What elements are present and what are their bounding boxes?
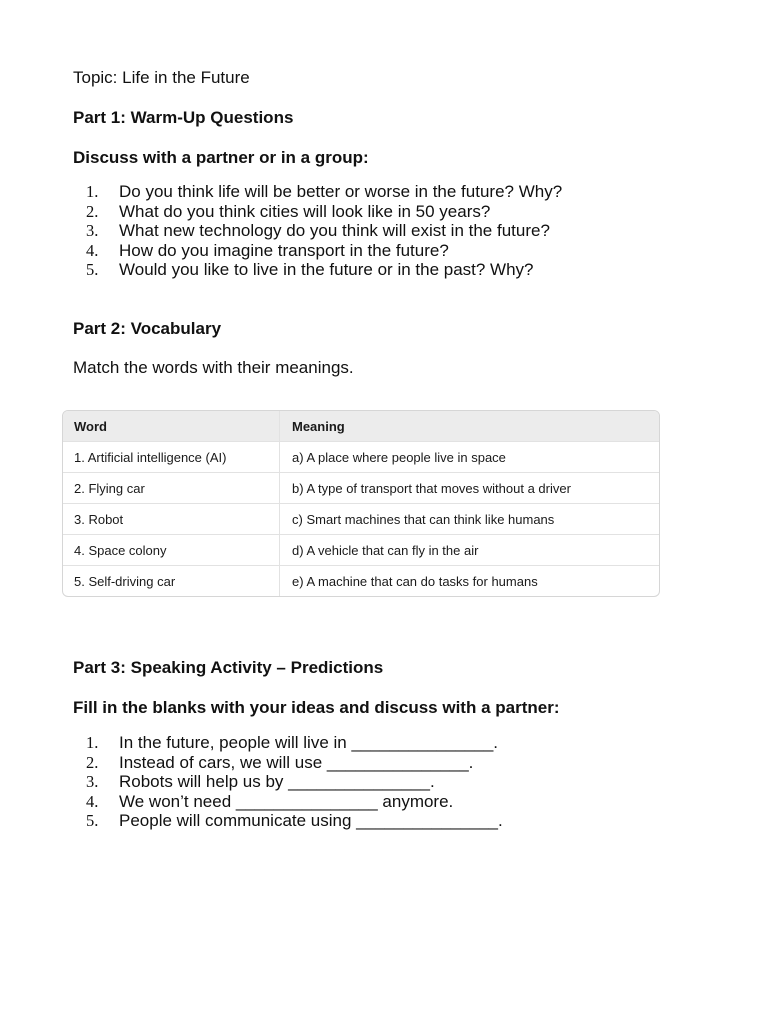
- column-header-word: Word: [63, 411, 280, 441]
- word-cell: 3. Robot: [63, 504, 280, 534]
- part1-instruction: Discuss with a partner or in a group:: [73, 148, 369, 167]
- meaning-cell: a) A place where people live in space: [292, 449, 506, 465]
- list-number: 5.: [86, 260, 99, 279]
- vocabulary-table: [62, 410, 660, 597]
- question-text: How do you imagine transport in the future?: [119, 240, 449, 260]
- prompt-text: In the future, people will live in _______________.: [119, 733, 499, 752]
- list-number: 3.: [86, 772, 99, 791]
- list-number: 2.: [86, 752, 99, 772]
- word-cell: 1. Artificial intelligence (AI): [63, 442, 280, 472]
- prompt-text: Instead of cars, we will use _______________.: [119, 752, 474, 772]
- list-number: 3.: [86, 221, 99, 240]
- question-text: Would you like to live in the future or in the past? Why?: [119, 260, 534, 279]
- meaning-cell: d) A vehicle that can fly in the air: [292, 542, 479, 558]
- part3-heading: Part 3: Speaking Activity – Predictions: [73, 658, 384, 677]
- table-row: [63, 534, 659, 565]
- word-cell: 4. Space colony: [63, 535, 280, 565]
- table-row: [63, 441, 659, 472]
- word-cell: 5. Self-driving car: [63, 566, 280, 596]
- table-row: [63, 565, 659, 596]
- list-number: 4.: [86, 791, 99, 811]
- table-row: [63, 472, 659, 503]
- list-number: 4.: [86, 240, 99, 260]
- list-number: 1.: [86, 182, 99, 201]
- prompt-text: People will communicate using _______________.: [119, 811, 503, 830]
- meaning-cell: e) A machine that can do tasks for humans: [292, 573, 538, 589]
- question-text: What new technology do you think will exist in the future?: [119, 221, 550, 240]
- part2-heading: Part 2: Vocabulary: [73, 319, 222, 338]
- column-header-meaning: Meaning: [292, 418, 345, 434]
- table-header-row: [63, 411, 659, 441]
- prompt-text: Robots will help us by _______________.: [119, 772, 435, 791]
- word-cell: 2. Flying car: [63, 473, 280, 503]
- list-number: 2.: [86, 201, 99, 221]
- meaning-cell: b) A type of transport that moves without a driver: [292, 480, 571, 496]
- part3-instruction: Fill in the blanks with your ideas and discuss with a partner:: [73, 698, 560, 717]
- meaning-cell: c) Smart machines that can think like humans: [292, 511, 555, 527]
- list-number: 5.: [86, 811, 99, 830]
- prompt-text: We won’t need _______________ anymore.: [119, 791, 454, 811]
- part2-instruction: Match the words with their meanings.: [73, 358, 354, 377]
- question-text: Do you think life will be better or worse in the future? Why?: [119, 182, 563, 201]
- topic-title: Topic: Life in the Future: [73, 68, 250, 87]
- part1-heading: Part 1: Warm-Up Questions: [73, 108, 294, 127]
- list-number: 1.: [86, 733, 99, 752]
- question-text: What do you think cities will look like in 50 years?: [119, 201, 491, 221]
- table-row: [63, 503, 659, 534]
